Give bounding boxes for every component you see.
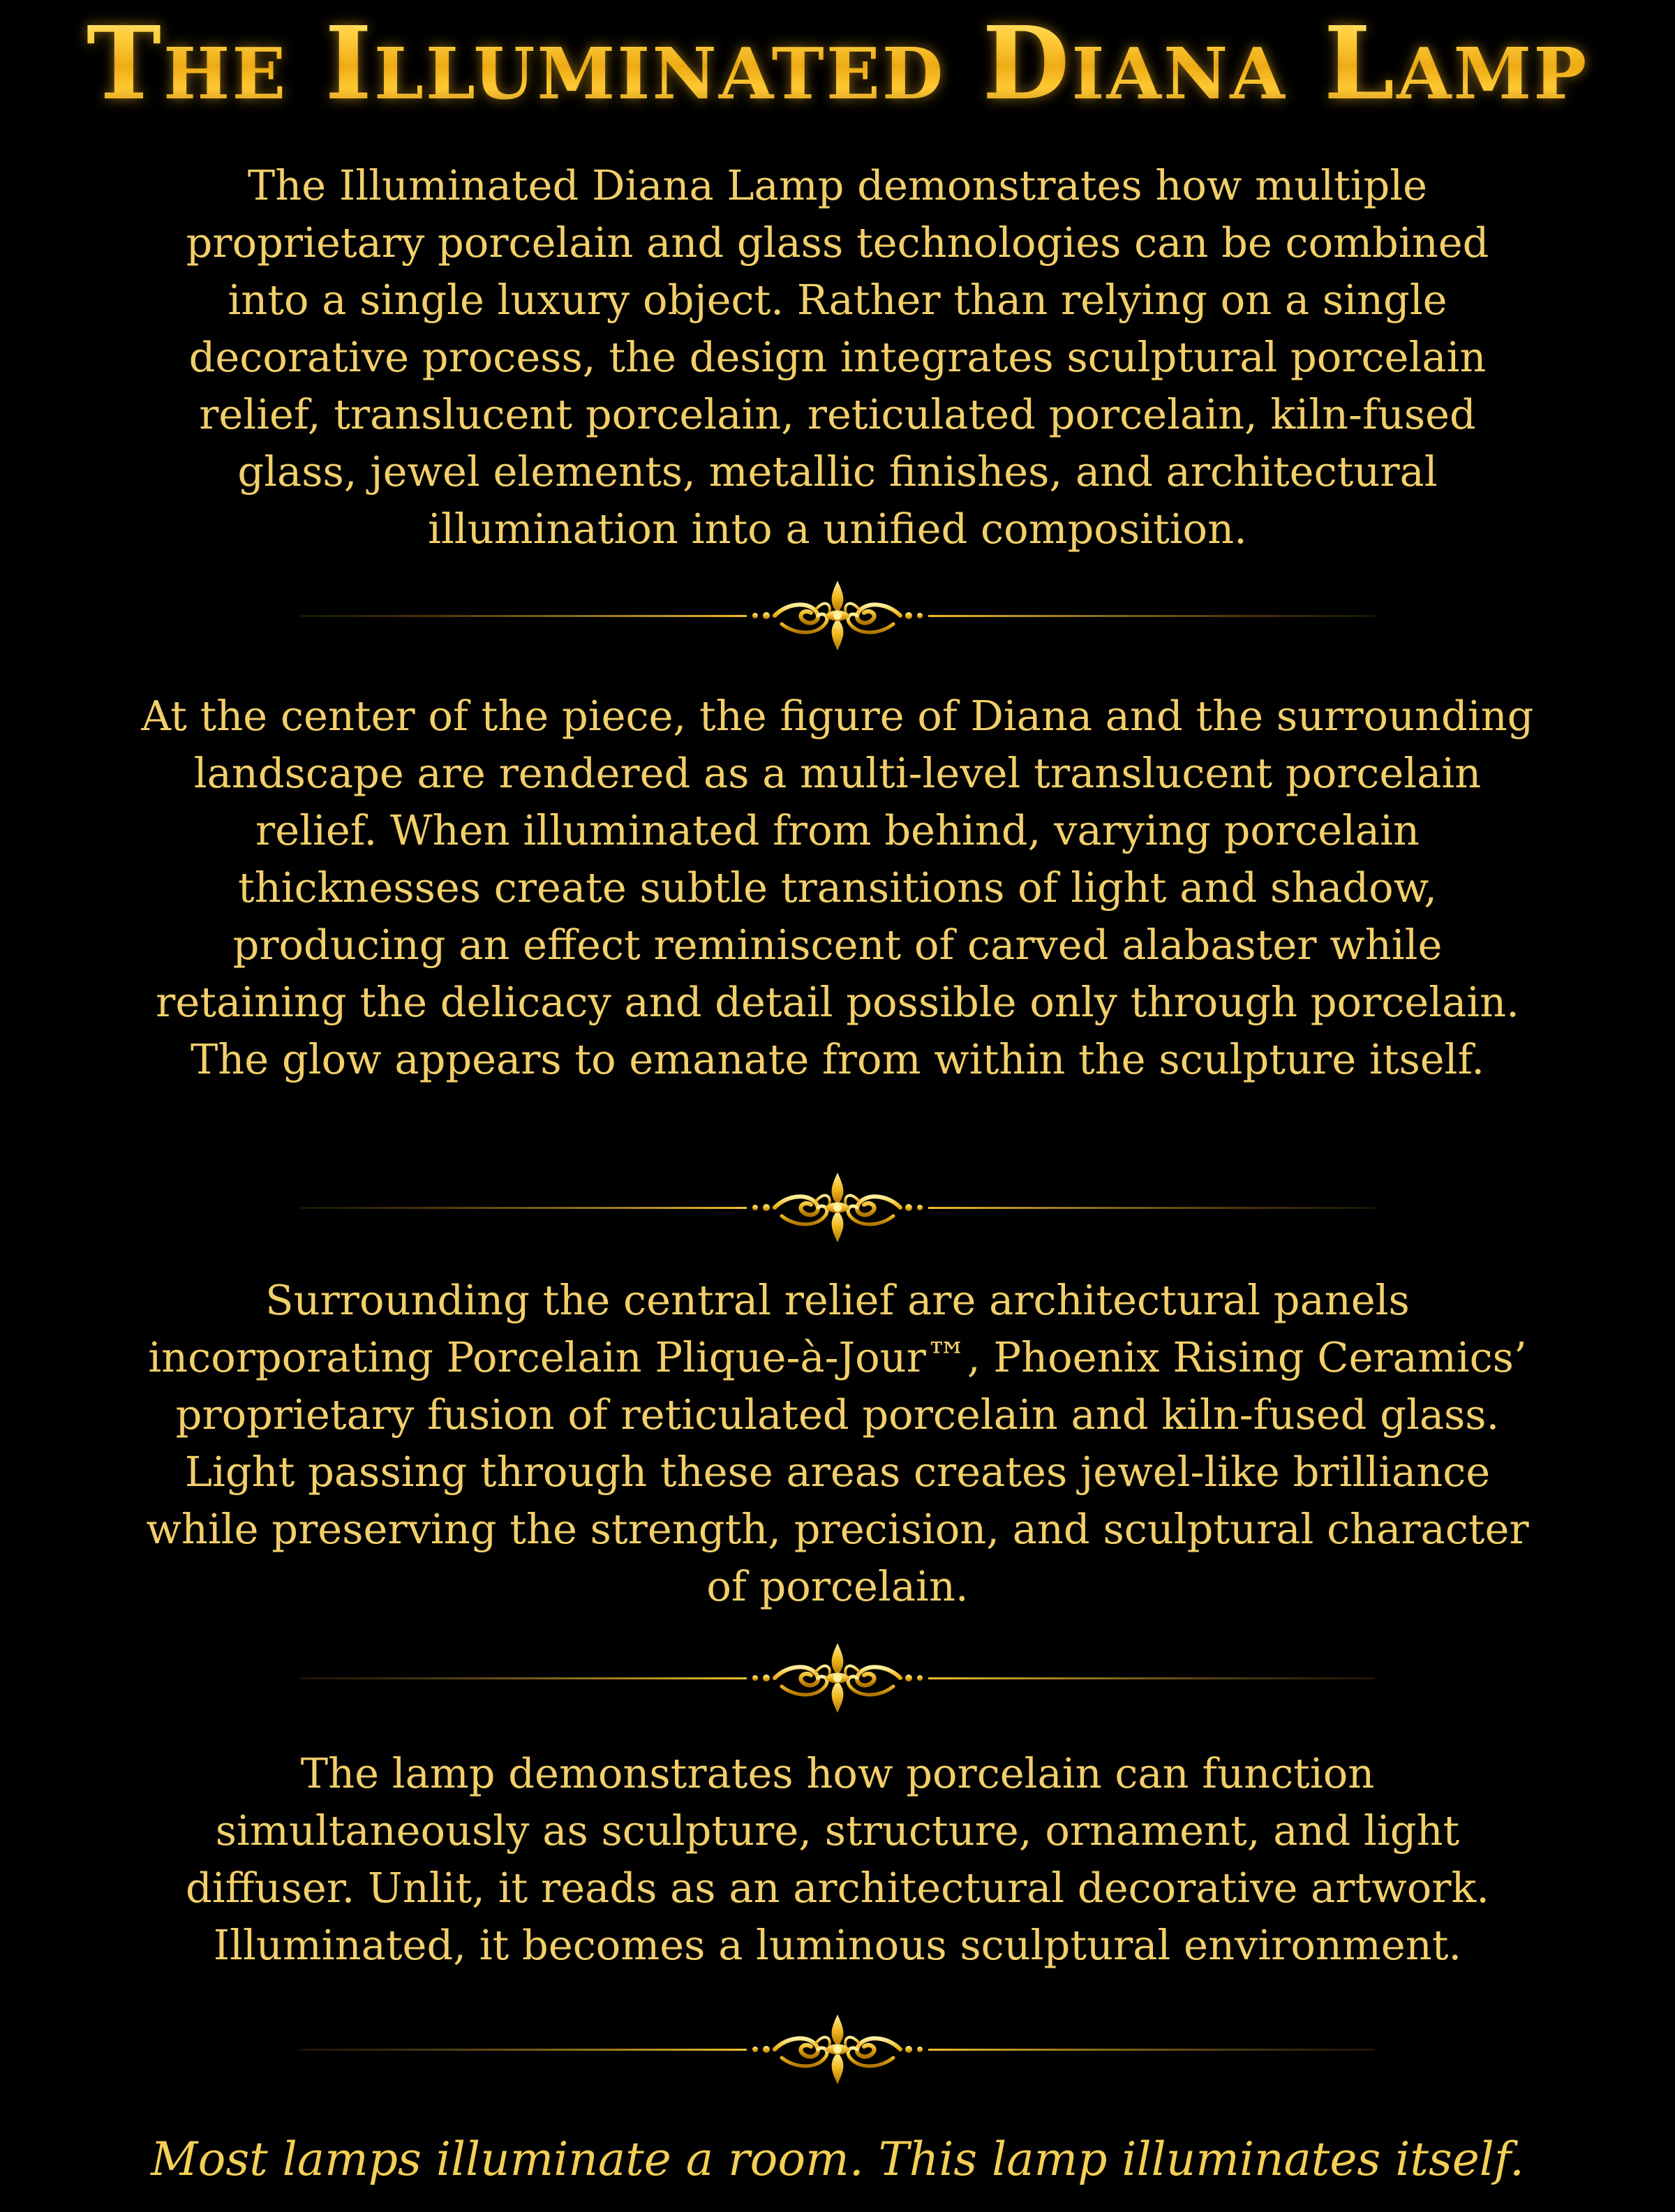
closing-tagline: Most lamps illuminate a room. This lamp illuminates itself.	[151, 2132, 1524, 2186]
paragraph-central-relief: At the center of the piece, the figure of Diana and the surrounding landscape are rendered as a multi-level translucent porcelain relief. When illuminated from behind, varying porcelain thicknesses create subtle transitions of light and shadow, producing an effect reminiscent of carved alabaster while retaining the delicacy and detail possible only through porcelain. The glow appears to emanate from within the sculpture itself.	[141, 692, 1534, 1083]
ornamental-divider-icon	[300, 1173, 1375, 1242]
ornamental-divider-icon	[300, 581, 1375, 651]
ornamental-divider-icon	[300, 2014, 1375, 2084]
paragraph-function: The lamp demonstrates how porcelain can function simultaneously as sculpture, structure, ornament, and light diffuser. Unlit, it reads as an architectural decorative artwork. Illuminated, it becomes a luminous sculptural environment.	[186, 1749, 1489, 1969]
paragraph-overview: The Illuminated Diana Lamp demonstrates how multiple proprietary porcelain and glass technologies can be combined into a single luxury object. Rather than relying on a single decorative process, the design integrates sculptural porcelain relief, translucent porcelain, reticulated porcelain, kiln-fused glass, jewel elements, metallic finishes, and architectural illumination into a unified composition.	[186, 161, 1489, 553]
paragraph-architectural-panels: Surrounding the central relief are architectural panels incorporating Porcelain Plique-à-Jour™, Phoenix Rising Ceramics’ proprietary fusion of reticulated porcelain and kiln-fused glass. Light passing through these areas creates jewel-like brilliance while preserving the strength, precision, and sculptural character of porcelain.	[146, 1276, 1529, 1610]
ornamental-divider-icon	[300, 1643, 1375, 1713]
page-title: The Illuminated Diana Lamp	[0, 4, 1675, 123]
